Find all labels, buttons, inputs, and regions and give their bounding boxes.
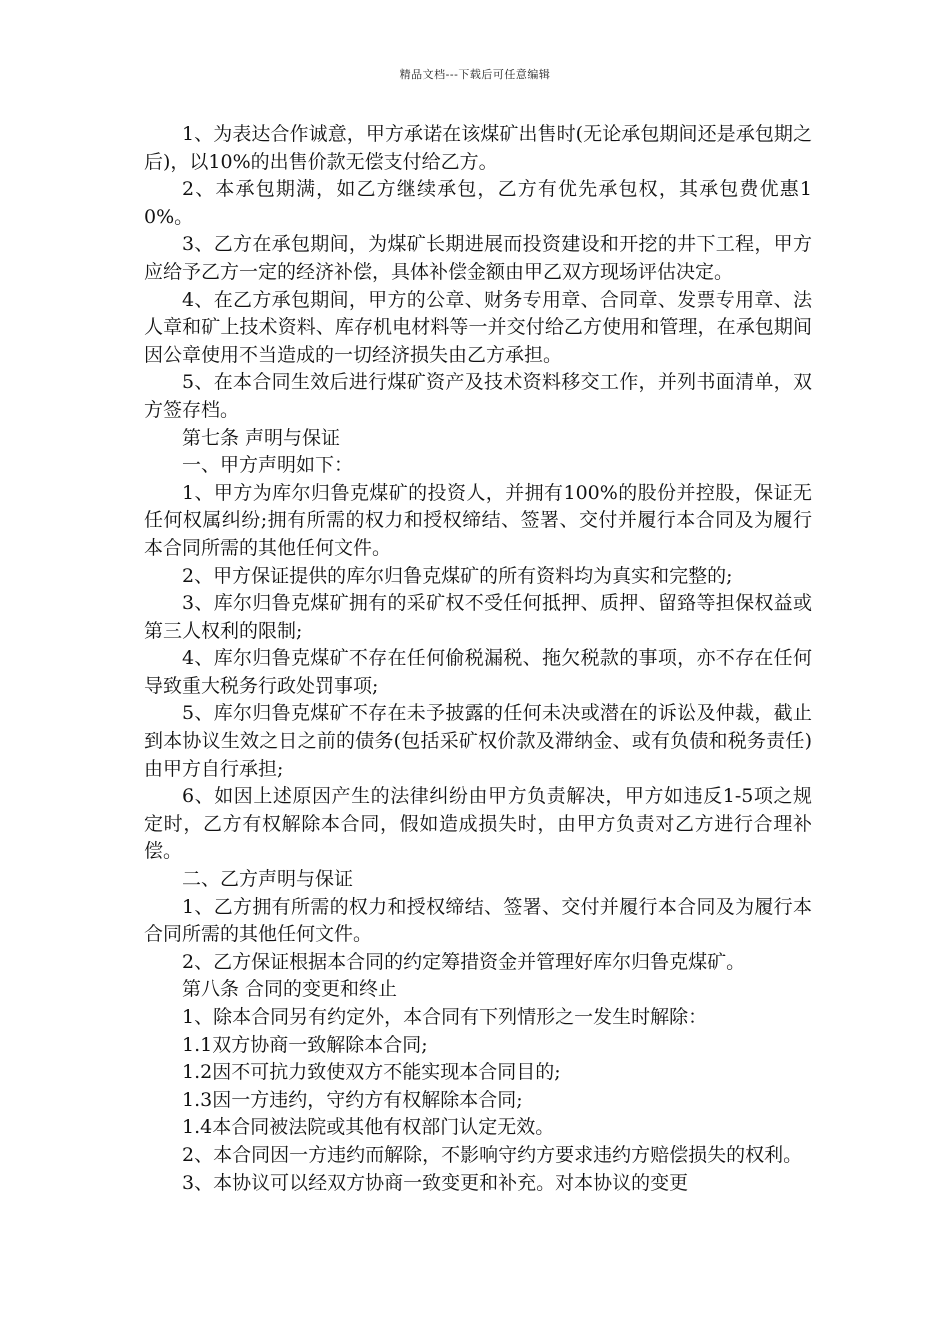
paragraph: 5、库尔归鲁克煤矿不存在未予披露的任何未决或潜在的诉讼及仲裁，截止到本协议生效之日之前的债务(包括采矿权价款及滞纳金、或有负债和税务责任)由甲方自行承担; — [144, 702, 812, 780]
paragraph: 3、库尔归鲁克煤矿拥有的采矿权不受任何抵押、质押、留臵等担保权益或第三人权利的限制; — [144, 592, 812, 642]
section-heading: 第八条 合同的变更和终止 — [182, 978, 398, 1001]
paragraph: 1、除本合同另有约定外，本合同有下列情形之一发生时解除： — [182, 1006, 708, 1028]
paragraph: 5、在本合同生效后进行煤矿资产及技术资料移交工作，并列书面清单，双方签存档。 — [144, 371, 812, 421]
subsection-heading: 一、甲方声明如下： — [182, 454, 354, 477]
paragraph: 3、乙方在承包期间，为煤矿长期进展而投资建设和开挖的井下工程，甲方应给予乙方一定的经济补偿，具体补偿金额由甲乙双方现场评估决定。 — [144, 233, 812, 283]
paragraph: 6、如因上述原因产生的法律纠纷由甲方负责解决，甲方如违反1-5项之规定时，乙方有权解除本合同，假如造成损失时，由甲方负责对乙方进行合理补偿。 — [144, 785, 812, 863]
paragraph: 1、甲方为库尔归鲁克煤矿的投资人，并拥有100%的股份并控股，保证无任何权属纠纷;拥有所需的权力和授权缔结、签署、交付并履行本合同及为履行本合同所需的其他任何文件。 — [144, 481, 812, 559]
paragraph: 2、乙方保证根据本合同的约定筹措资金并管理好库尔归鲁克煤矿。 — [182, 950, 746, 973]
paragraph: 1、为表达合作诚意，甲方承诺在该煤矿出售时(无论承包期间还是承包期之后)，以10%的出售价款无偿支付给乙方。 — [144, 123, 812, 173]
subsection-heading: 二、乙方声明与保证 — [182, 868, 354, 891]
list-item: 1.1双方协商一致解除本合同; — [182, 1033, 428, 1056]
section-heading: 第七条 声明与保证 — [182, 426, 341, 449]
paragraph: 3、本协议可以经双方协商一致变更和补充。对本协议的变更 — [182, 1171, 689, 1194]
list-item: 1.2因不可抗力致使双方不能实现本合同目的; — [182, 1061, 561, 1084]
paragraph: 2、本承包期满，如乙方继续承包，乙方有优先承包权，其承包费优惠10%。 — [144, 178, 812, 228]
paragraph: 1、乙方拥有所需的权力和授权缔结、签署、交付并履行本合同及为履行本合同所需的其他任何文件。 — [144, 895, 812, 946]
paragraph: 4、在乙方承包期间，甲方的公章、财务专用章、合同章、发票专用章、法人章和矿上技术资料、库存机电材料等一并交付给乙方使用和管理，在承包期间因公章使用不当造成的一切经济损失由乙方承担。 — [144, 288, 812, 366]
paragraph: 2、本合同因一方违约而解除，不影响守约方要求违约方赔偿损失的权利。 — [182, 1143, 803, 1166]
list-item: 1.3因一方违约，守约方有权解除本合同; — [182, 1088, 523, 1111]
document-body — [144, 121, 812, 1197]
paragraph: 2、甲方保证提供的库尔归鲁克煤矿的所有资料均为真实和完整的; — [182, 564, 733, 587]
page-header: 精品文档---下载后可任意编辑 — [399, 68, 551, 81]
list-item: 1.4本合同被法院或其他有权部门认定无效。 — [182, 1116, 555, 1139]
paragraph: 4、库尔归鲁克煤矿不存在任何偷税漏税、拖欠税款的事项，亦不存在任何导致重大税务行政处罚事项; — [144, 647, 812, 697]
